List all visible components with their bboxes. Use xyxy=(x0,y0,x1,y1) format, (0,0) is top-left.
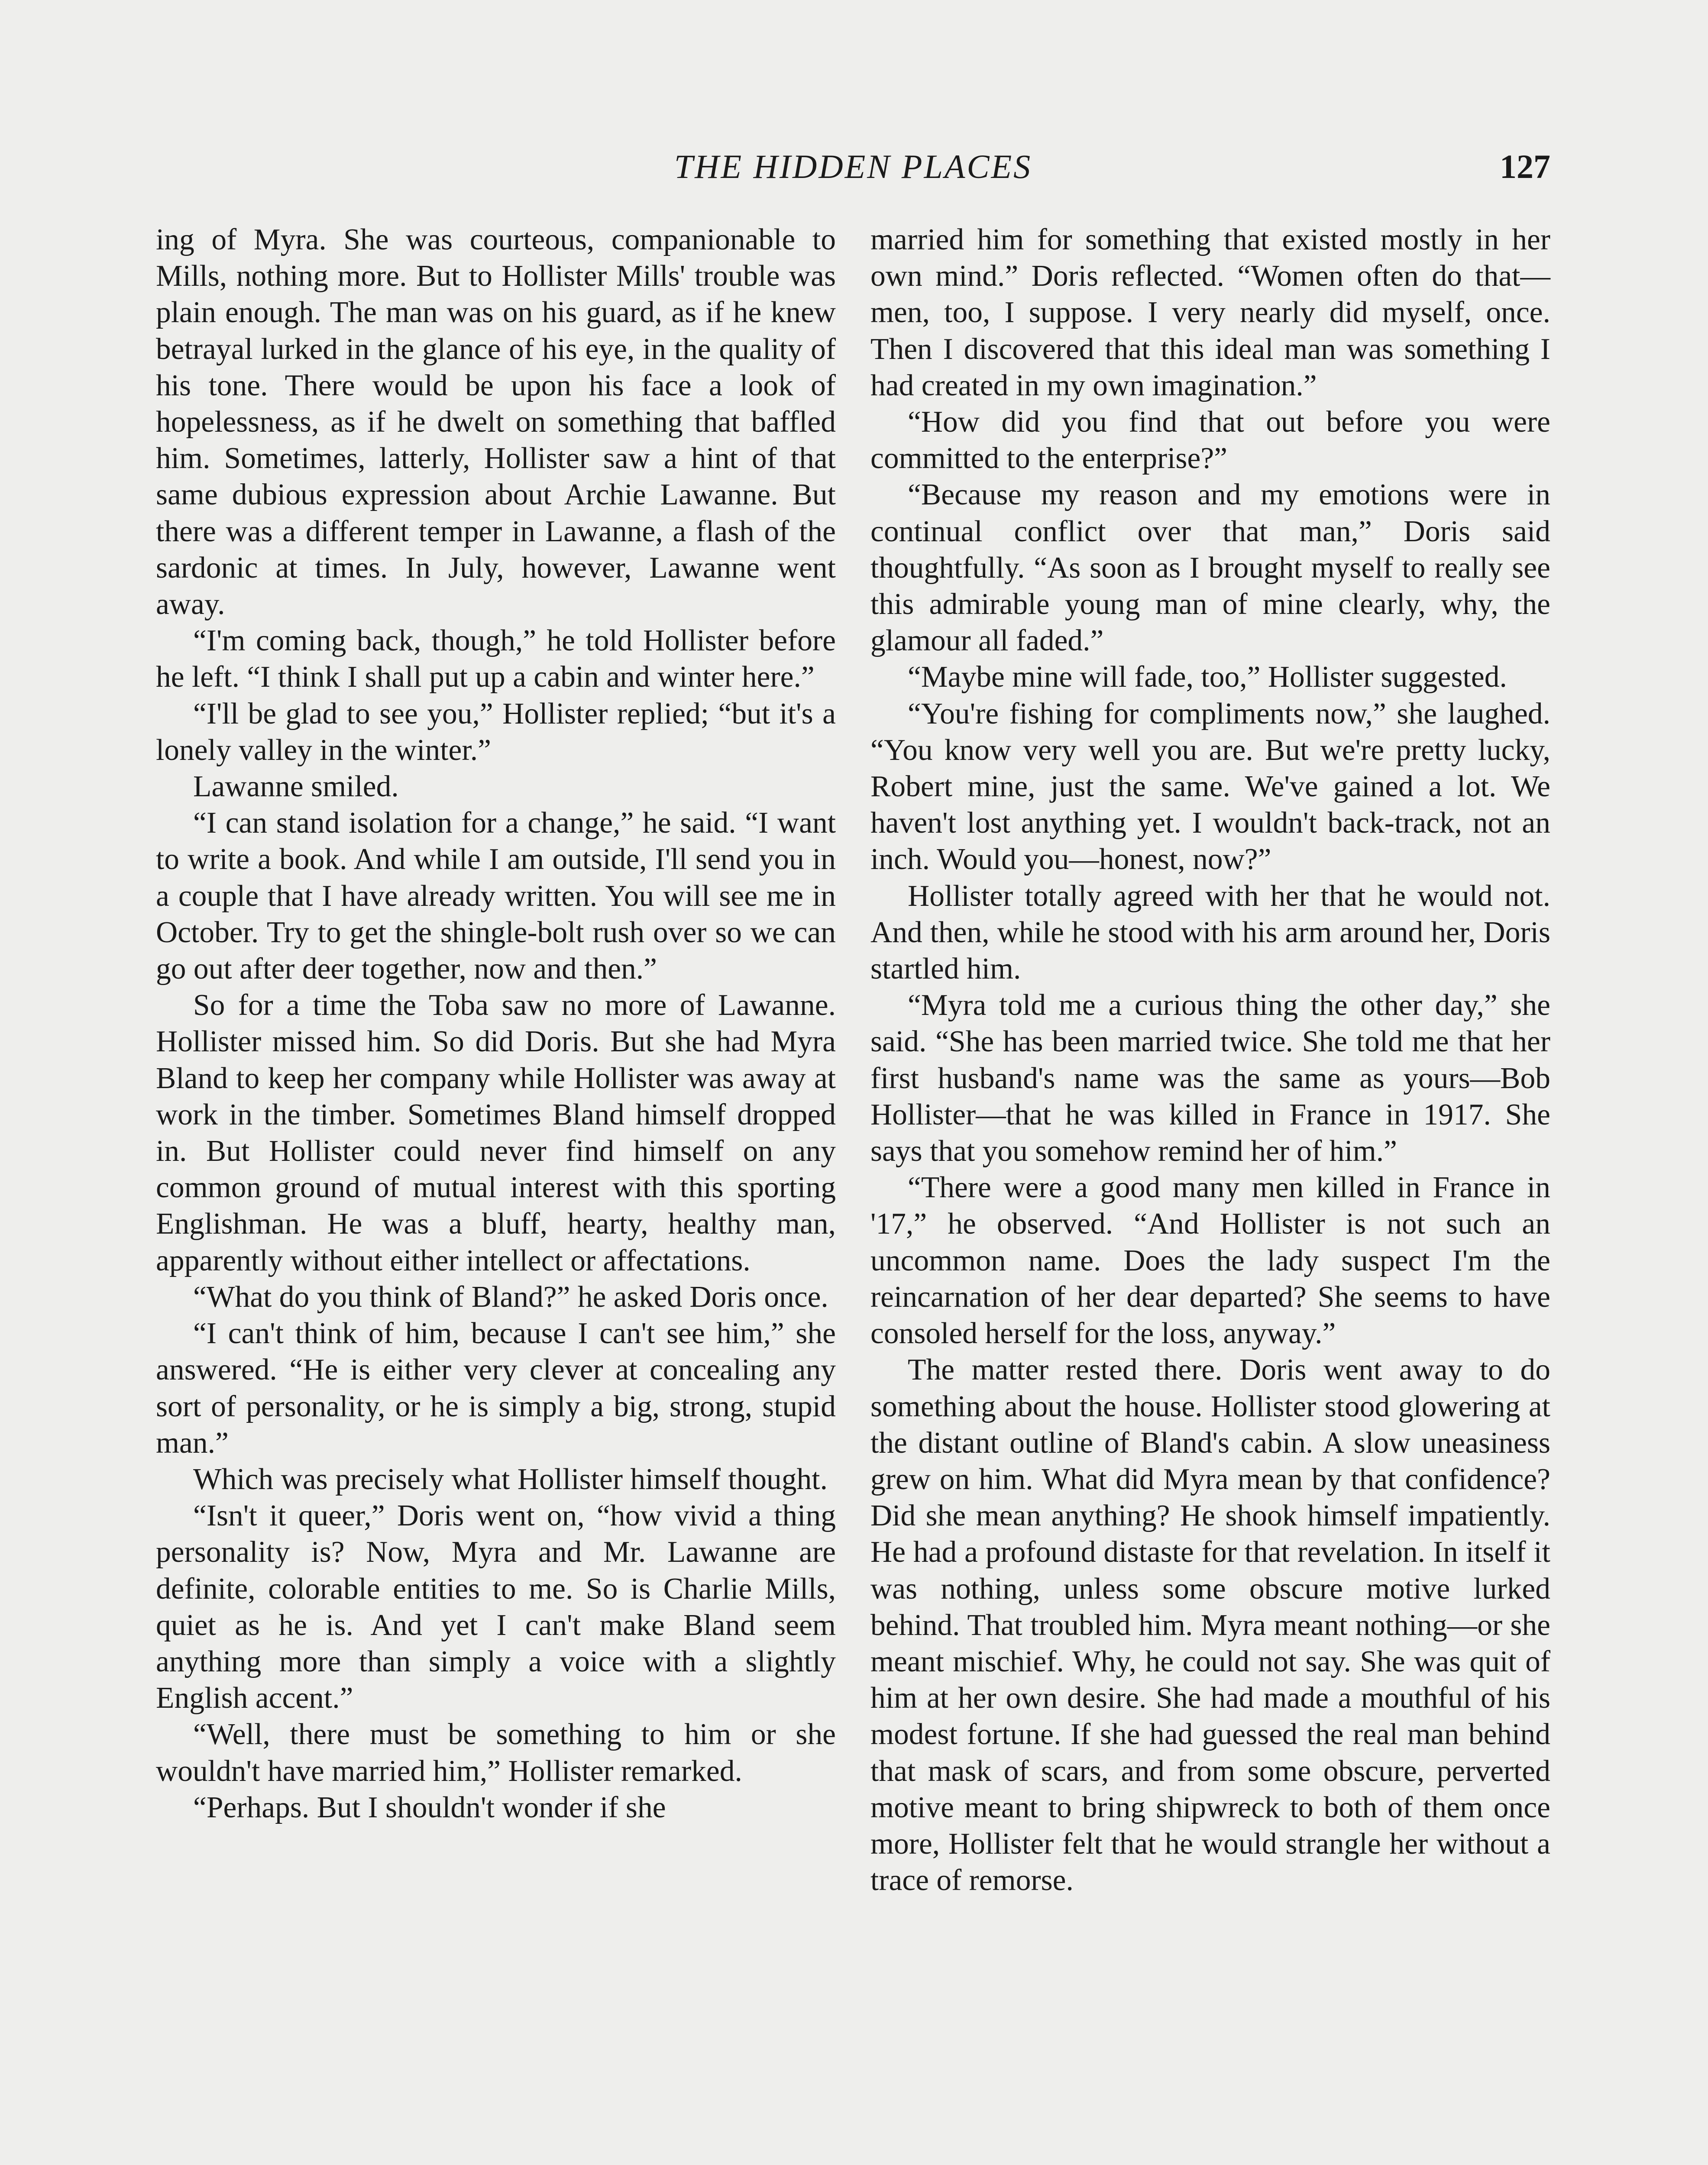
paragraph: married him for something that existed mostly in her own mind.” Doris reflected. “Women often do that—men, too, I suppose. I very nearly did myself, once. Then I discovered that this ideal man was something I had created in my own imagination.” xyxy=(870,223,1550,402)
running-title: THE HIDDEN PLACES xyxy=(674,148,1032,185)
right-column xyxy=(870,222,1550,2165)
paragraph: “I'll be glad to see you,” Hollister replied; “but it's a lonely valley in the winter.” xyxy=(156,697,836,767)
paragraph: “Because my reason and my emotions were in continual conflict over that man,” Doris said thoughtfully. “As soon as I brought myself to really see this admirable young man of mine clearly, why, the glamour all faded.” xyxy=(870,478,1550,658)
page-number: 127 xyxy=(1500,148,1550,185)
paragraph: Hollister totally agreed with her that he would not. And then, while he stood with his arm around her, Doris startled him. xyxy=(870,879,1550,986)
paragraph: So for a time the Toba saw no more of Lawanne. Hollister missed him. So did Doris. But she had Myra Bland to keep her company while Hollister was away at work in the timber. Sometimes Bland himself dropped in. But Hollister could never find himself on any common ground of mutual interest with this sporting Englishman. He was a bluff, hearty, healthy man, apparently without either intellect or affectations. xyxy=(156,989,836,1277)
paragraph: “What do you think of Bland?” he asked Doris once. xyxy=(193,1280,828,1314)
paragraph: “You're fishing for compliments now,” she laughed. “You know very well you are. But we're pretty lucky, Robert mine, just the same. We've gained a lot. We haven't lost anything yet. I wouldn't back-track, not an inch. Would you—honest, now?” xyxy=(870,697,1550,876)
text-columns xyxy=(156,222,1550,2165)
paragraph: “I can stand isolation for a change,” he said. “I want to write a book. And while I am outside, I'll send you in a couple that I have already written. You will see me in October. Try to get the shingle-bolt rush over so we can go out after deer together, now and then.” xyxy=(156,806,836,986)
left-column xyxy=(156,222,836,2165)
paragraph: Lawanne smiled. xyxy=(193,770,399,804)
paragraph: “Maybe mine will fade, too,” Hollister suggested. xyxy=(908,660,1507,694)
paragraph: Which was precisely what Hollister himself thought. xyxy=(193,1462,828,1496)
paragraph: “There were a good many men killed in France in '17,” he observed. “And Hollister is not such an uncommon name. Does the lady suspect I'm the reincarnation of her dear departed? She seems to have consoled herself for the loss, anyway.” xyxy=(870,1171,1550,1351)
paragraph: “Well, there must be something to him or she wouldn't have married him,” Hollister remarked. xyxy=(156,1718,836,1788)
paragraph: “Myra told me a curious thing the other day,” she said. “She has been married twice. She told me that her first husband's name was the same as yours—Bob Hollister—that he was killed in France in 1917. She says that you somehow remind her of him.” xyxy=(870,989,1550,1168)
paragraph: The matter rested there. Doris went away to do something about the house. Hollister stood glowering at the distant outline of Bland's cabin. A slow uneasiness grew on him. What did Myra mean by that confidence? Did she mean anything? He shook himself impatiently. He had a profound distaste for that revelation. In itself it was nothing, unless some obscure motive lurked behind. That troubled him. Myra meant nothing—or she meant mischief. Why, he could not say. She was quit of him at her own desire. She had made a mouthful of his modest fortune. If she had guessed the real man behind that mask of scars, and from some obscure, perverted motive meant to bring shipwreck to both of them once more, Hollister felt that he would strangle her without a trace of remorse. xyxy=(870,1353,1550,1897)
paragraph: ing of Myra. She was courteous, companionable to Mills, nothing more. But to Hollister Mills' trouble was plain enough. The man was on his guard, as if he knew betrayal lurked in the glance of his eye, in the quality of his tone. There would be upon his face a look of hopelessness, as if he dwelt on something that baffled him. Sometimes, latterly, Hollister saw a hint of that same dubious expression about Archie Lawanne. But there was a different temper in Lawanne, a flash of the sardonic at times. In July, however, Lawanne went away. xyxy=(156,223,836,621)
running-head xyxy=(156,143,1550,191)
paragraph: “I'm coming back, though,” he told Hollister before he left. “I think I shall put up a cabin and winter here.” xyxy=(156,624,836,694)
paragraph: “How did you find that out before you were committed to the enterprise?” xyxy=(870,405,1550,475)
paragraph: “I can't think of him, because I can't see him,” she answered. “He is either very clever at concealing any sort of personality, or he is simply a big, strong, stupid man.” xyxy=(156,1317,836,1460)
paragraph: “Perhaps. But I shouldn't wonder if she xyxy=(193,1790,666,1824)
paragraph: “Isn't it queer,” Doris went on, “how vivid a thing personality is? Now, Myra and Mr. Lawanne are definite, colorable entities to me. So is Charlie Mills, quiet as he is. And yet I can't make Bland seem anything more than simply a voice with a slightly English accent.” xyxy=(156,1499,836,1715)
